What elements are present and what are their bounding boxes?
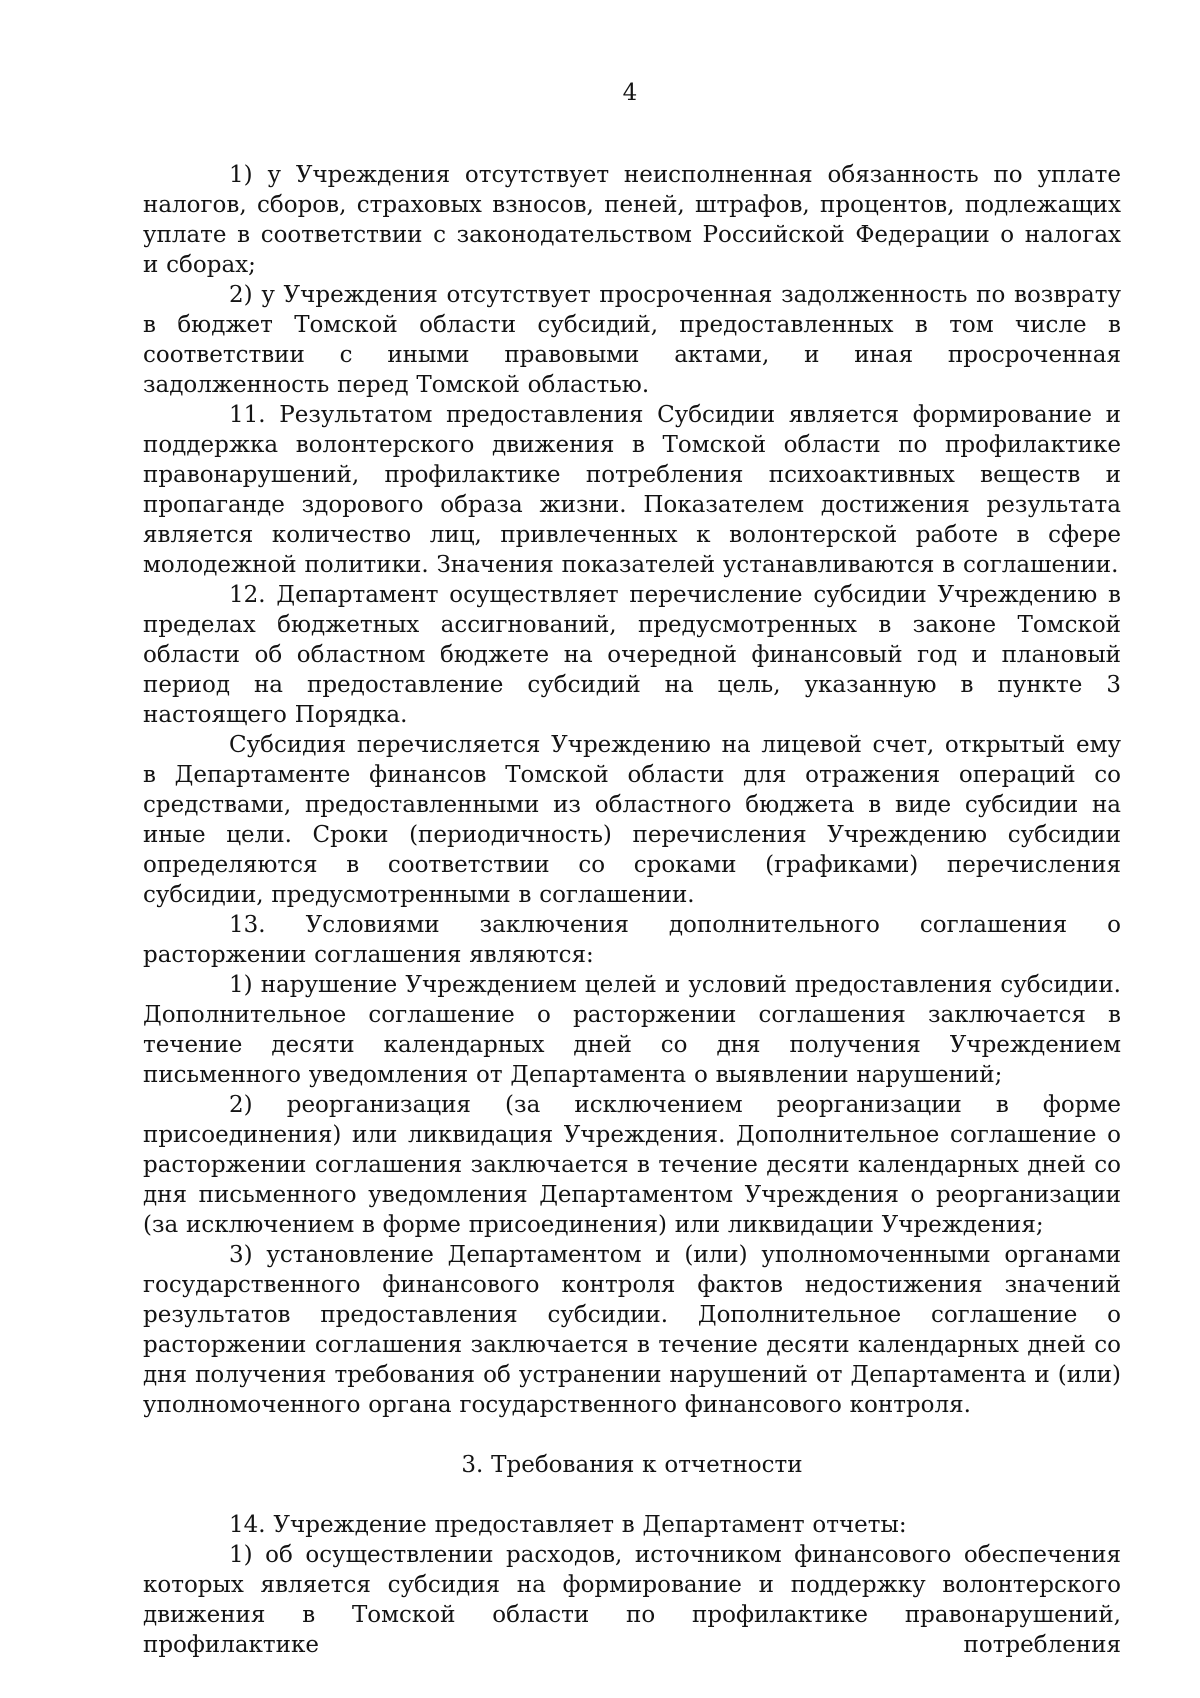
paragraph-14-1: 1) об осуществлении расходов, источником финансового обеспечения которых является субсидия на формирование и поддержку волонтерского движения в Томской области по профилактике правонарушений, профилактике потребления — [143, 1542, 1121, 1658]
page-number: 4 — [622, 80, 638, 106]
paragraph-12: 12. Департамент осуществляет перечисление субсидии Учреждению в пределах бюджетных ассигнований, предусмотренных в законе Томской области об областном бюджете на очередной финансовый год и плановый период на предоставление субсидий на цель, указанную в пункте 3 настоящего Порядка. — [143, 582, 1121, 728]
paragraph-13: 13. Условиями заключения дополнительного соглашения о расторжении соглашения являются: — [143, 912, 1121, 968]
paragraph-10-1: 1) у Учреждения отсутствует неисполненная обязанность по уплате налогов, сборов, страховых взносов, пеней, штрафов, процентов, подлежащих уплате в соответствии с законодательством Российской Федерации о налогах и сборах; — [143, 162, 1121, 278]
paragraph-11: 11. Результатом предоставления Субсидии является формирование и поддержка волонтерского движения в Томской области по профилактике правонарушений, профилактике потребления психоактивных веществ и пропаганде здорового образа жизни. Показателем достижения результата является количество лиц, привлеченных к волонтерской работе в сфере молодежной политики. Значения показателей устанавливаются в соглашении. — [143, 402, 1121, 578]
paragraph-10-2: 2) у Учреждения отсутствует просроченная задолженность по возврату в бюджет Томской области субсидий, предоставленных в том числе в соответствии с иными правовыми актами, и иная просроченная задолженность перед Томской областью. — [143, 282, 1121, 398]
paragraph-13-3: 3) установление Департаментом и (или) уполномоченными органами государственного финансового контроля фактов недостижения значений результатов предоставления субсидии. Дополнительное соглашение о расторжении соглашения заключается в течение десяти календарных дней со дня получения требования об устранении нарушений от Департамента и (или) уполномоченного органа государственного финансового контроля. — [143, 1242, 1121, 1418]
document-body — [143, 160, 1121, 1660]
paragraph-13-1: 1) нарушение Учреждением целей и условий предоставления субсидии. Дополнительное соглашение о расторжении соглашения заключается в течение десяти календарных дней со дня получения Учреждением письменного уведомления от Департамента о выявлении нарушений; — [143, 972, 1121, 1088]
section-heading: 3. Требования к отчетности — [461, 1452, 803, 1478]
paragraph-14: 14. Учреждение предоставляет в Департамент отчеты: — [229, 1512, 907, 1538]
paragraph-13-2: 2) реорганизация (за исключением реорганизации в форме присоединения) или ликвидация Учреждения. Дополнительное соглашение о расторжении соглашения заключается в течение десяти календарных дней со дня письменного уведомления Департаментом Учреждения о реорганизации (за исключением в форме присоединения) или ликвидации Учреждения; — [143, 1092, 1121, 1238]
paragraph-12-transfer: Субсидия перечисляется Учреждению на лицевой счет, открытый ему в Департаменте финансов Томской области для отражения операций со средствами, предоставленными из областного бюджета в виде субсидии на иные цели. Сроки (периодичность) перечисления Учреждению субсидии определяются в соответствии со сроками (графиками) перечисления субсидии, предусмотренными в соглашении. — [143, 732, 1121, 908]
